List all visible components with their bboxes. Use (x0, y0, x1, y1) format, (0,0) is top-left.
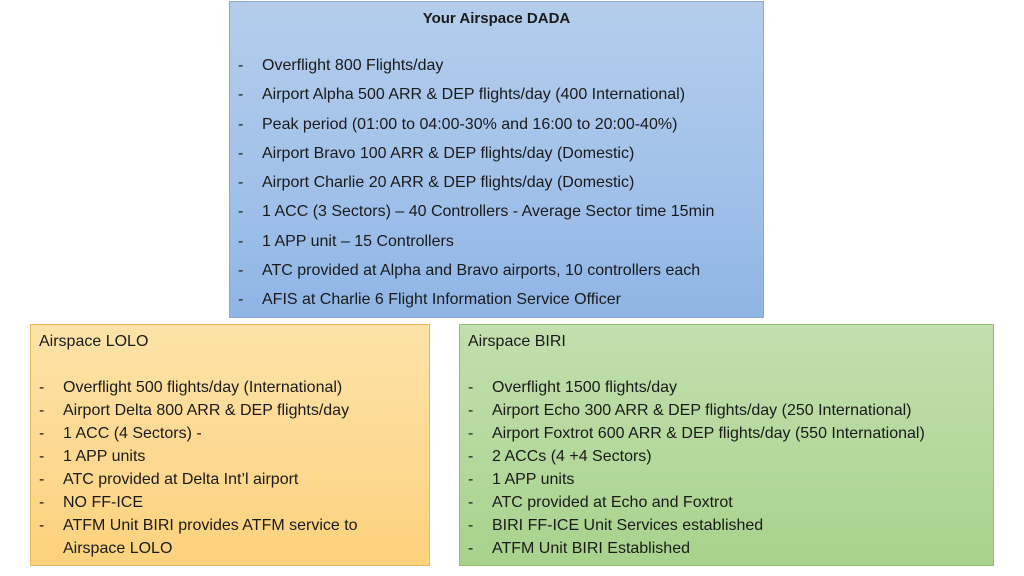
bullet-dash: - (39, 448, 45, 465)
list-item (468, 399, 925, 422)
list-item-text: Airport Bravo 100 ARR & DEP flights/day (Domestic) (262, 144, 635, 162)
bullet-dash: - (238, 86, 244, 104)
list-item (238, 112, 714, 141)
list-item-text: 2 ACCs (4 +4 Sectors) (492, 448, 652, 465)
bullet-dash: - (238, 115, 244, 133)
biri-title: Airspace BIRI (468, 333, 566, 350)
list-item-text: Overflight 500 flights/day (International) (63, 379, 343, 396)
bullet-dash: - (39, 471, 45, 488)
list-item (39, 422, 393, 445)
list-item (39, 445, 393, 468)
bullet-dash: - (238, 203, 244, 221)
list-item-text: BIRI FF-ICE Unit Services established (492, 517, 764, 534)
list-item-text: Peak period (01:00 to 04:00-30% and 16:00 to 20:00-40%) (262, 115, 678, 133)
bullet-dash: - (468, 517, 474, 534)
list-item (238, 287, 714, 316)
list-item (238, 258, 714, 287)
airspace-dada-panel (229, 1, 764, 318)
list-item (468, 537, 925, 560)
bullet-dash: - (238, 57, 244, 74)
list-item-text: 1 ACC (4 Sectors) - (63, 425, 202, 442)
list-item (468, 491, 925, 514)
bullet-dash: - (468, 448, 474, 465)
bullet-dash: - (238, 291, 244, 309)
list-item-text: ATC provided at Echo and Foxtrot (492, 494, 733, 511)
bullet-dash: - (39, 425, 45, 442)
bullet-dash: - (468, 402, 474, 419)
bullet-dash: - (238, 232, 244, 250)
list-item (468, 445, 925, 468)
bullet-dash: - (238, 144, 244, 162)
list-item-text: ATC provided at Delta Int’l airport (63, 471, 299, 488)
list-item (238, 53, 714, 82)
list-item-text: 1 APP units (63, 448, 146, 465)
list-item-text: Airport Echo 300 ARR & DEP flights/day (250 International) (492, 402, 912, 419)
list-item-text: Airport Charlie 20 ARR & DEP flights/day (Domestic) (262, 174, 635, 192)
list-item (238, 229, 714, 258)
list-item-text: NO FF-ICE (63, 494, 143, 511)
list-item (39, 376, 393, 399)
bullet-dash: - (468, 540, 474, 557)
list-item (468, 376, 925, 399)
dada-list (238, 53, 714, 317)
list-item-text: Overflight 800 Flights/day (262, 57, 444, 74)
bullet-dash: - (39, 379, 45, 396)
biri-list (468, 376, 925, 560)
list-item-text: 1 APP units (492, 471, 575, 488)
list-item-text: Airport Foxtrot 600 ARR & DEP flights/day (550 International) (492, 425, 925, 442)
list-item-text: ATFM Unit BIRI Established (492, 540, 690, 557)
list-item-text: 1 ACC (3 Sectors) – 40 Controllers - Average Sector time 15min (262, 203, 715, 221)
list-item (238, 82, 714, 111)
airspace-lolo-panel (30, 324, 430, 566)
list-item (238, 170, 714, 199)
bullet-dash: - (468, 379, 474, 396)
bullet-dash: - (39, 494, 45, 511)
bullet-dash: - (238, 262, 244, 280)
list-item-text: 1 APP unit – 15 Controllers (262, 232, 454, 250)
list-item-text: ATFM Unit BIRI provides ATFM service to Airspace LOLO (63, 517, 358, 557)
list-item-text: ATC provided at Alpha and Bravo airports, 10 controllers each (262, 262, 701, 280)
lolo-title: Airspace LOLO (39, 333, 149, 350)
list-item (39, 514, 393, 560)
lolo-list (39, 376, 393, 560)
list-item-text: Airport Alpha 500 ARR & DEP flights/day (400 International) (262, 86, 686, 104)
bullet-dash: - (468, 425, 474, 442)
bullet-dash: - (39, 517, 45, 534)
airspace-biri-panel (459, 324, 994, 566)
list-item (468, 422, 925, 445)
list-item (39, 399, 393, 422)
bullet-dash: - (39, 402, 45, 419)
list-item (468, 514, 925, 537)
bullet-dash: - (238, 174, 244, 192)
bullet-dash: - (468, 471, 474, 488)
list-item (39, 468, 393, 491)
bullet-dash: - (468, 494, 474, 511)
list-item (238, 141, 714, 170)
dada-title: Your Airspace DADA (422, 10, 571, 27)
list-item (39, 491, 393, 514)
list-item-text: AFIS at Charlie 6 Flight Information Service Officer (262, 291, 621, 309)
list-item (468, 468, 925, 491)
list-item-text: Airport Delta 800 ARR & DEP flights/day (63, 402, 350, 419)
list-item (238, 199, 714, 228)
list-item-text: Overflight 1500 flights/day (492, 379, 677, 396)
